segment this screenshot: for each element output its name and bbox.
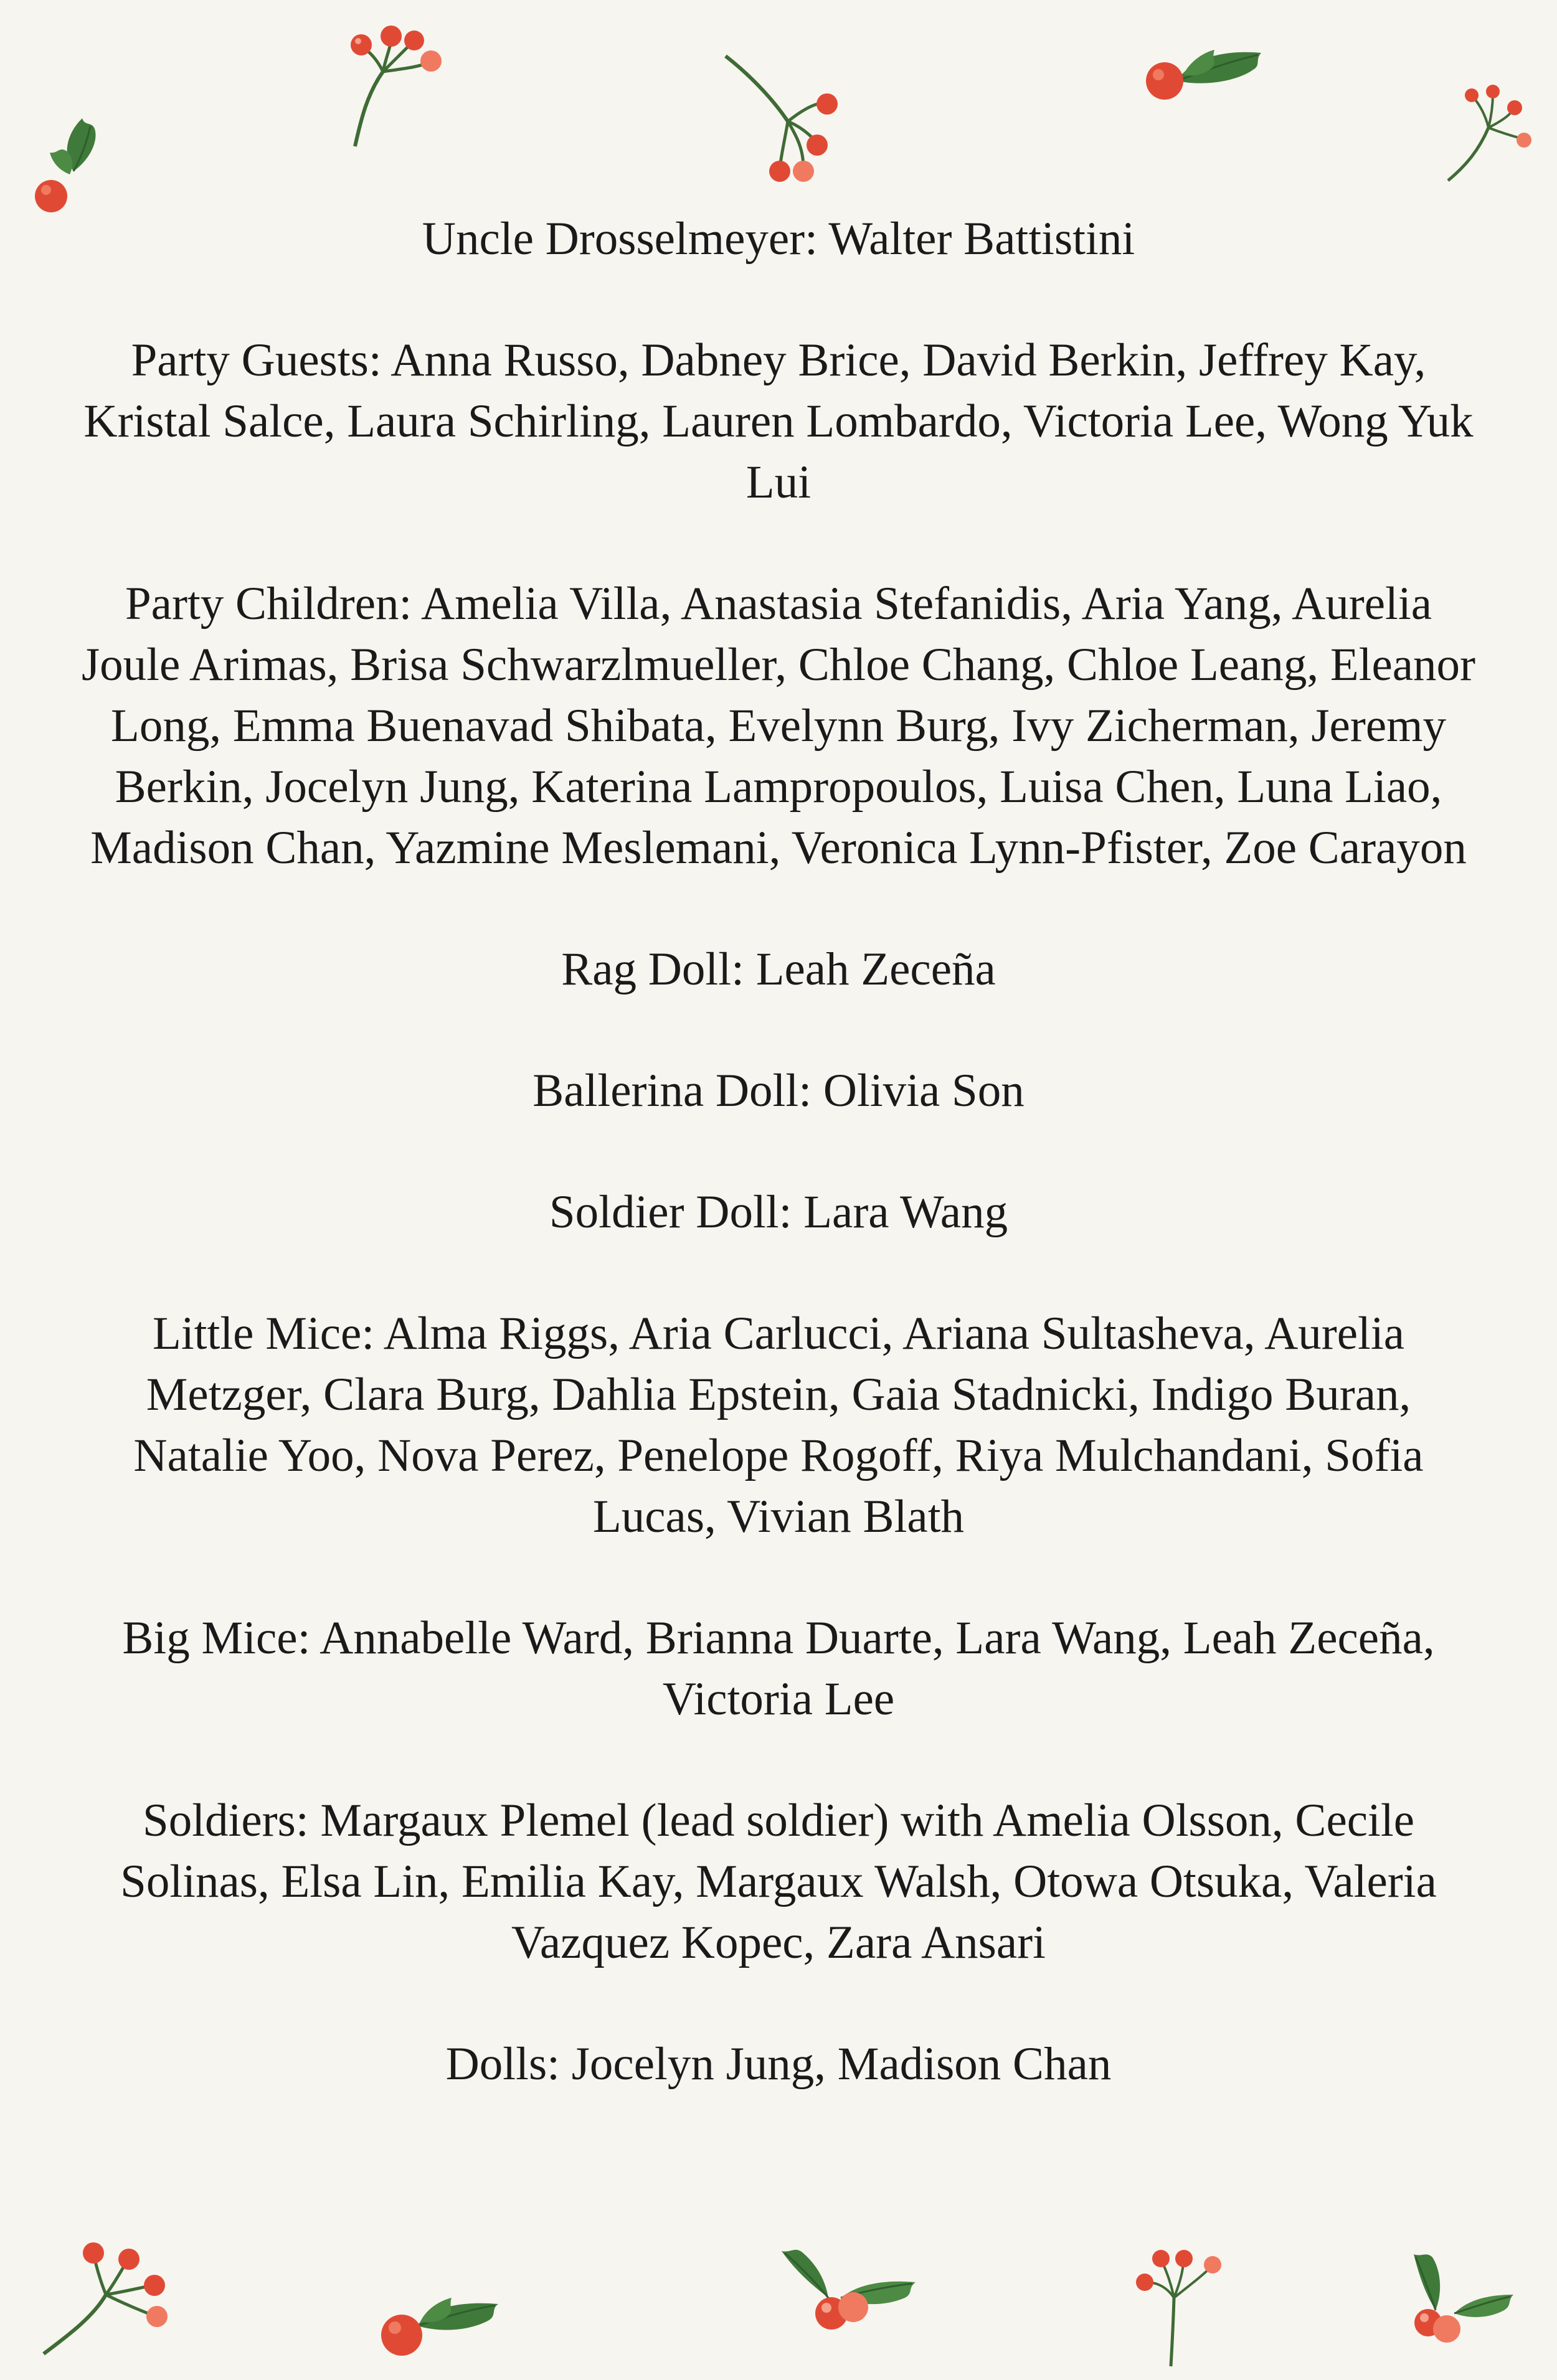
performer-names: Lara Wang — [803, 1186, 1008, 1238]
cast-entry-soldiers — [81, 1790, 1476, 1973]
performer-names: Walter Battistini — [828, 213, 1135, 265]
role-label: Party Guests: — [131, 334, 382, 386]
role-label: Soldier Doll: — [549, 1186, 792, 1238]
role-label: Little Mice: — [153, 1308, 375, 1359]
cast-entry-party-guests — [81, 330, 1476, 513]
holly-leaf-icon — [769, 2236, 925, 2335]
cast-entry-uncle-drosselmeyer — [81, 209, 1476, 270]
berry-sprig-icon — [37, 2223, 181, 2360]
role-label: Ballerina Doll: — [532, 1065, 812, 1117]
holly-leaf-icon — [367, 2273, 511, 2366]
berry-sprig-icon — [324, 12, 467, 156]
cast-entry-dolls — [81, 2034, 1476, 2095]
cast-entry-rag-doll — [81, 939, 1476, 1000]
holly-leaf-icon — [1133, 31, 1277, 112]
performer-names: Leah Zeceña — [755, 943, 996, 995]
cast-entry-little-mice — [81, 1303, 1476, 1547]
role-label: Big Mice: — [122, 1612, 311, 1664]
performer-names: Alma Riggs, Aria Carlucci, Ariana Sultasheva, Aurelia Metzger, Clara Burg, Dahlia Epstein, Gaia Stadnicki, Indigo Buran, Natalie Yoo, Nova Perez, Penelope Rogoff, Riya Mulchandani, Sofia Lucas, Vivian Blath — [133, 1308, 1424, 1542]
performer-names: Margaux Plemel (lead soldier) with Amelia Olsson, Cecile Solinas, Elsa Lin, Emilia Kay, Margaux Walsh, Otowa Otsuka, Valeria Vazquez Kopec, Zara Ansari — [120, 1795, 1437, 1968]
role-label: Dolls: — [445, 2038, 560, 2090]
cast-entry-big-mice — [81, 1608, 1476, 1730]
cast-entry-ballerina-doll — [81, 1060, 1476, 1122]
performer-names: Olivia Son — [823, 1065, 1025, 1117]
role-label: Soldiers: — [142, 1795, 309, 1846]
role-label: Rag Doll: — [561, 943, 744, 995]
holly-leaf-icon — [1398, 2242, 1523, 2348]
berry-sprig-icon — [1436, 78, 1535, 184]
berry-sprig-icon — [716, 53, 859, 190]
role-label: Party Children: — [125, 578, 412, 630]
performer-names: Annabelle Ward, Brianna Duarte, Lara Wang, Leah Zeceña, Victoria Lee — [319, 1612, 1435, 1725]
cast-entry-party-children — [81, 574, 1476, 879]
performer-names: Anna Russo, Dabney Brice, David Berkin, Jeffrey Kay, Kristal Salce, Laura Schirling, Lauren Lombardo, Victoria Lee, Wong Yuk Lui — [83, 334, 1474, 508]
berry-sprig-icon — [1121, 2239, 1227, 2369]
performer-names: Amelia Villa, Anastasia Stefanidis, Aria Yang, Aurelia Joule Arimas, Brisa Schwarzlmueller, Chloe Chang, Chloe Leang, Eleanor Long, Emma Buenavad Shibata, Evelynn Burg, Ivy Zicherman, Jeremy Berkin, Jocelyn Jung, Katerina Lampropoulos, Luisa Chen, Luna Liao, Madison Chan, Yazmine Meslemani, Veronica Lynn-Pfister, Zoe Carayon — [81, 578, 1476, 874]
holly-leaf-icon — [25, 97, 112, 221]
cast-list — [81, 209, 1476, 2155]
role-label: Uncle Drosselmeyer: — [422, 213, 818, 265]
performer-names: Jocelyn Jung, Madison Chan — [571, 2038, 1112, 2090]
cast-entry-soldier-doll — [81, 1182, 1476, 1243]
